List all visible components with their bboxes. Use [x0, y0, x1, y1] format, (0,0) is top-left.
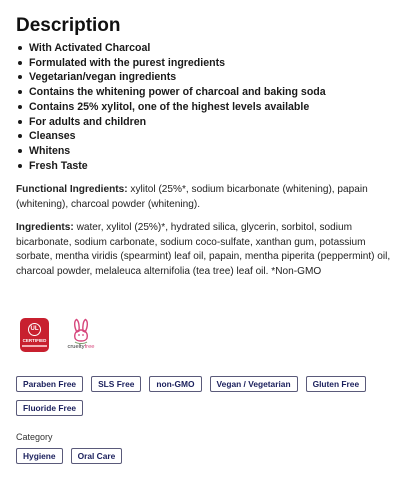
description-title: Description: [16, 15, 121, 36]
feature-item: Formulated with the purest ingredients: [16, 56, 400, 71]
ingredients-label: Ingredients:: [16, 222, 74, 234]
feature-item: Contains the whitening power of charcoal and baking soda: [16, 85, 400, 100]
feature-item: Vegetarian/vegan ingredients: [16, 70, 400, 85]
feature-item: Contains 25% xylitol, one of the highest levels available: [16, 100, 400, 115]
description-section: [16, 14, 400, 279]
ingredients: [16, 221, 400, 279]
cruelty-free-logo: [65, 318, 97, 350]
feature-item: Fresh Taste: [16, 159, 400, 174]
ingredients-text: water, xylitol (25%)*, hydrated silica, glycerin, sorbitol, sodium bicarbonate, sodium carbonate, sodium coco-sulfate, xanthan gum, potassium sorbate, mentha viridis (spearmint) leaf oil, papain, mentha piperita (peppermint) oil, charcoal powder, melaleuca alternifolia (tea tree) leaf oil. *Non-GMO: [16, 222, 391, 277]
tag-fluoride-free[interactable]: Fluoride Free: [16, 400, 83, 416]
functional-ingredients-label: Functional Ingredients:: [16, 184, 128, 196]
feature-item: Whitens: [16, 144, 400, 159]
functional-ingredients-text: xylitol (25%*, sodium bicarbonate (whitening), papain (whitening), charcoal powder (whitening).: [16, 184, 368, 210]
tag-vegan-vegetarian[interactable]: Vegan / Vegetarian: [210, 376, 298, 392]
ul-certified-icon: [20, 318, 49, 352]
category-tag-hygiene[interactable]: Hygiene: [16, 448, 63, 464]
certification-logos: [20, 318, 97, 352]
feature-item: For adults and children: [16, 115, 400, 130]
category-tags: [16, 448, 400, 464]
cert-underline: [22, 345, 47, 347]
tag-sls-free[interactable]: SLS Free: [91, 376, 141, 392]
functional-ingredients: [16, 183, 400, 212]
tag-gluten-free[interactable]: Gluten Free: [306, 376, 367, 392]
feature-item: Cleanses: [16, 129, 400, 144]
ul-mark: UL: [28, 323, 41, 336]
attribute-tags: [16, 376, 400, 392]
feature-list: [16, 41, 400, 173]
tag-paraben-free[interactable]: Paraben Free: [16, 376, 83, 392]
certified-text: CERTIFIED: [22, 338, 47, 343]
attribute-tags-row-2: [16, 400, 400, 416]
cruelty-text: cruelty: [67, 344, 85, 350]
category-label: Category: [16, 432, 53, 442]
bunny-icon: [69, 318, 93, 346]
feature-item: With Activated Charcoal: [16, 41, 400, 56]
cruelty-free-text: [67, 344, 94, 350]
tag-non-gmo[interactable]: non-GMO: [149, 376, 201, 392]
category-tag-oral-care[interactable]: Oral Care: [71, 448, 123, 464]
free-text: free: [84, 344, 95, 350]
